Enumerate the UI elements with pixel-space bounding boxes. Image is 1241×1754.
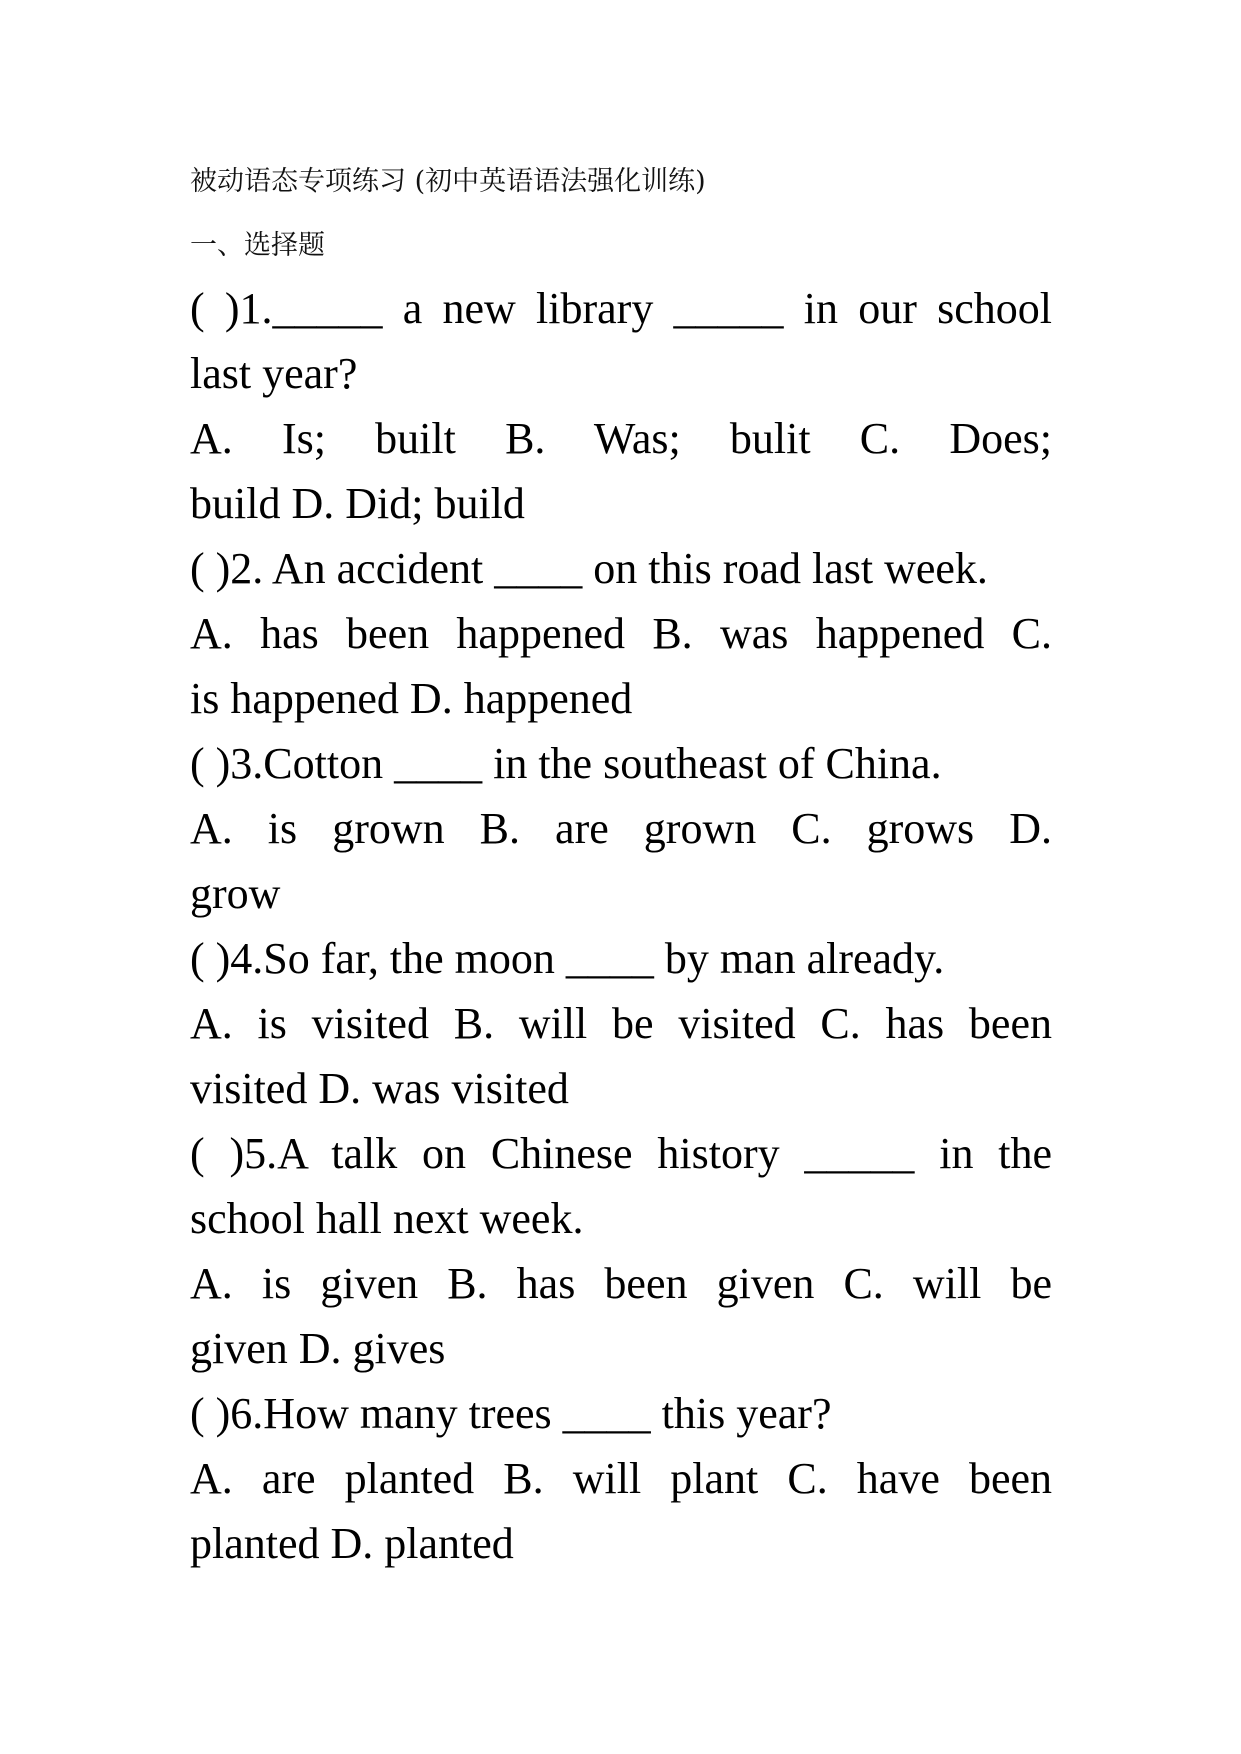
question-3-stem: ( )3.Cotton ____ in the southeast of China. (190, 739, 942, 788)
question-2-stem: ( )2. An accident ____ on this road last week. (190, 544, 988, 593)
question-5-options-line-1: A. is given B. has been given C. will be (190, 1259, 1052, 1308)
question-5-stem-line-2: school hall next week. (190, 1194, 584, 1243)
question-list (190, 276, 1052, 1576)
question-4-options-line-2: visited D. was visited (190, 1064, 569, 1113)
question-4-stem: ( )4.So far, the moon ____ by man already. (190, 934, 945, 983)
question-6-stem: ( )6.How many trees ____ this year? (190, 1389, 832, 1438)
question-1-options-line-1: A. Is; built B. Was; bulit C. Does; (190, 414, 1052, 463)
question-6-options-line-2: planted D. planted (190, 1519, 514, 1568)
question-5-stem-line-1: ( )5.A talk on Chinese history _____ in the (190, 1129, 1052, 1178)
question-2-options-line-2: is happened D. happened (190, 674, 633, 723)
question-5-options-line-2: given D. gives (190, 1324, 446, 1373)
section-heading: 一、选择题 (190, 230, 325, 261)
question-1-stem-line-1: ( )1._____ a new library _____ in our school (190, 284, 1052, 333)
question-3-options-line-1: A. is grown B. are grown C. grows D. (190, 804, 1052, 853)
question-6-options-line-1: A. are planted B. will plant C. have been (190, 1454, 1052, 1503)
question-4-options-line-1: A. is visited B. will be visited C. has been (190, 999, 1052, 1048)
question-1-stem-line-2: last year? (190, 349, 358, 398)
document-body (190, 162, 1052, 1576)
document-title: 被动语态专项练习 (初中英语语法强化训练) (190, 166, 706, 197)
question-2-options-line-1: A. has been happened B. was happened C. (190, 609, 1052, 658)
question-3-options-line-2: grow (190, 869, 281, 918)
question-1-options-line-2: build D. Did; build (190, 479, 525, 528)
